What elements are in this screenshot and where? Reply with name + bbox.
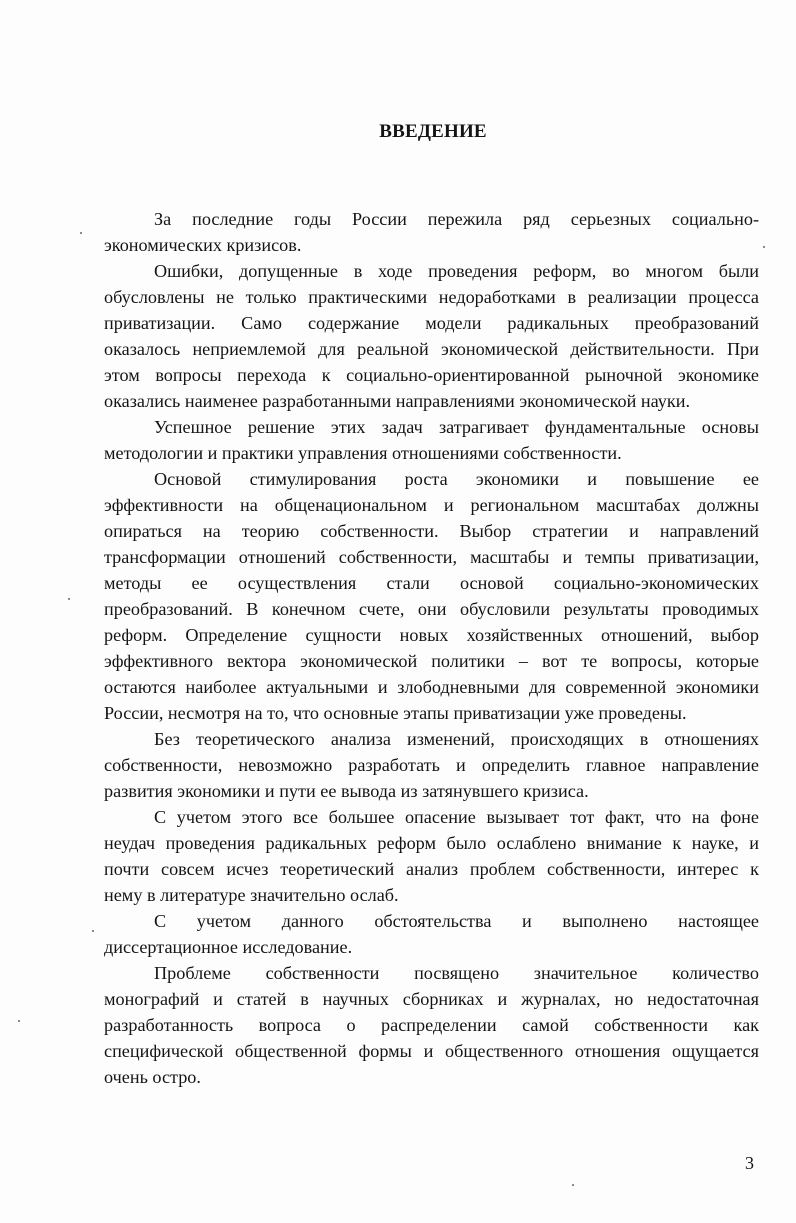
paragraph <box>104 908 759 960</box>
scan-speck <box>68 598 70 600</box>
paragraph <box>104 466 759 726</box>
text-line: приватизации. Само содержание модели радикальных преобразований <box>104 313 759 333</box>
text-line: Проблеме собственности посвящено значительное количество <box>154 963 759 983</box>
text-line: опираться на теорию собственности. Выбор стратегии и направлений <box>104 521 759 541</box>
text-line: очень остро. <box>104 1067 201 1087</box>
text-line: нему в литературе значительно ослаб. <box>104 885 399 905</box>
text-line: Основой стимулирования роста экономики и повышение ее <box>154 469 759 489</box>
text-line: реформ. Определение сущности новых хозяйственных отношений, выбор <box>104 625 759 645</box>
page-title: ВВЕДЕНИЕ <box>379 121 487 142</box>
text-line: России, несмотря на то, что основные этапы приватизации уже проведены. <box>104 703 687 723</box>
text-line: собственности, невозможно разработать и определить главное направление <box>104 755 759 775</box>
text-line: монографий и статей в научных сборниках и журналах, но недостаточная <box>104 989 759 1009</box>
text-line: методологии и практики управления отношениями собственности. <box>104 443 622 463</box>
scan-speck <box>18 1020 20 1022</box>
text-line: эффективного вектора экономической политики – вот те вопросы, которые <box>104 651 759 671</box>
text-line: оказалось неприемлемой для реальной экономической действительности. При <box>104 339 759 359</box>
scan-speck <box>80 232 82 234</box>
scan-speck <box>92 930 94 932</box>
text-line: обусловлены не только практическими недоработками в реализации процесса <box>104 287 759 307</box>
text-line: Ошибки, допущенные в ходе проведения реформ, во многом были <box>154 261 759 281</box>
paragraph <box>104 804 759 908</box>
text-line: Успешное решение этих задач затрагивает фундаментальные основы <box>154 417 759 437</box>
document-body <box>104 206 759 1090</box>
text-line: остаются наиболее актуальными и злободневными для современной экономики <box>104 677 759 697</box>
paragraph <box>104 414 759 466</box>
text-line: неудач проведения радикальных реформ было ослаблено внимание к науке, и <box>104 833 759 853</box>
text-line: экономических кризисов. <box>104 235 302 255</box>
paragraph <box>104 960 759 1090</box>
text-line: преобразований. В конечном счете, они обусловили результаты проводимых <box>104 599 759 619</box>
text-line: С учетом этого все большее опасение вызывает тот факт, что на фоне <box>154 807 759 827</box>
text-line: С учетом данного обстоятельства и выполнено настоящее <box>154 911 759 931</box>
text-line: диссертационное исследование. <box>104 937 353 957</box>
page-number: 3 <box>745 1153 754 1173</box>
text-line: разработанность вопроса о распределении самой собственности как <box>104 1015 759 1035</box>
text-line: трансформации отношений собственности, масштабы и темпы приватизации, <box>104 547 759 567</box>
scan-speck <box>572 1184 574 1186</box>
text-line: За последние годы России пережила ряд серьезных социально- <box>154 209 759 229</box>
text-line: эффективности на общенациональном и региональном масштабах должны <box>104 495 759 515</box>
text-line: развития экономики и пути ее вывода из затянувшего кризиса. <box>104 781 589 801</box>
text-line: этом вопросы перехода к социально-ориентированной рыночной экономике <box>104 365 759 385</box>
paragraph <box>104 726 759 804</box>
text-line: специфической общественной формы и общественного отношения ощущается <box>104 1041 759 1061</box>
text-line: методы ее осуществления стали основой социально-экономических <box>104 573 759 593</box>
text-line: оказались наименее разработанными направлениями экономической науки. <box>104 391 690 411</box>
text-line: почти совсем исчез теоретический анализ проблем собственности, интерес к <box>104 859 759 879</box>
paragraph <box>104 258 759 414</box>
paragraph <box>104 206 759 258</box>
scan-speck <box>763 246 765 248</box>
text-line: Без теоретического анализа изменений, происходящих в отношениях <box>154 729 759 749</box>
